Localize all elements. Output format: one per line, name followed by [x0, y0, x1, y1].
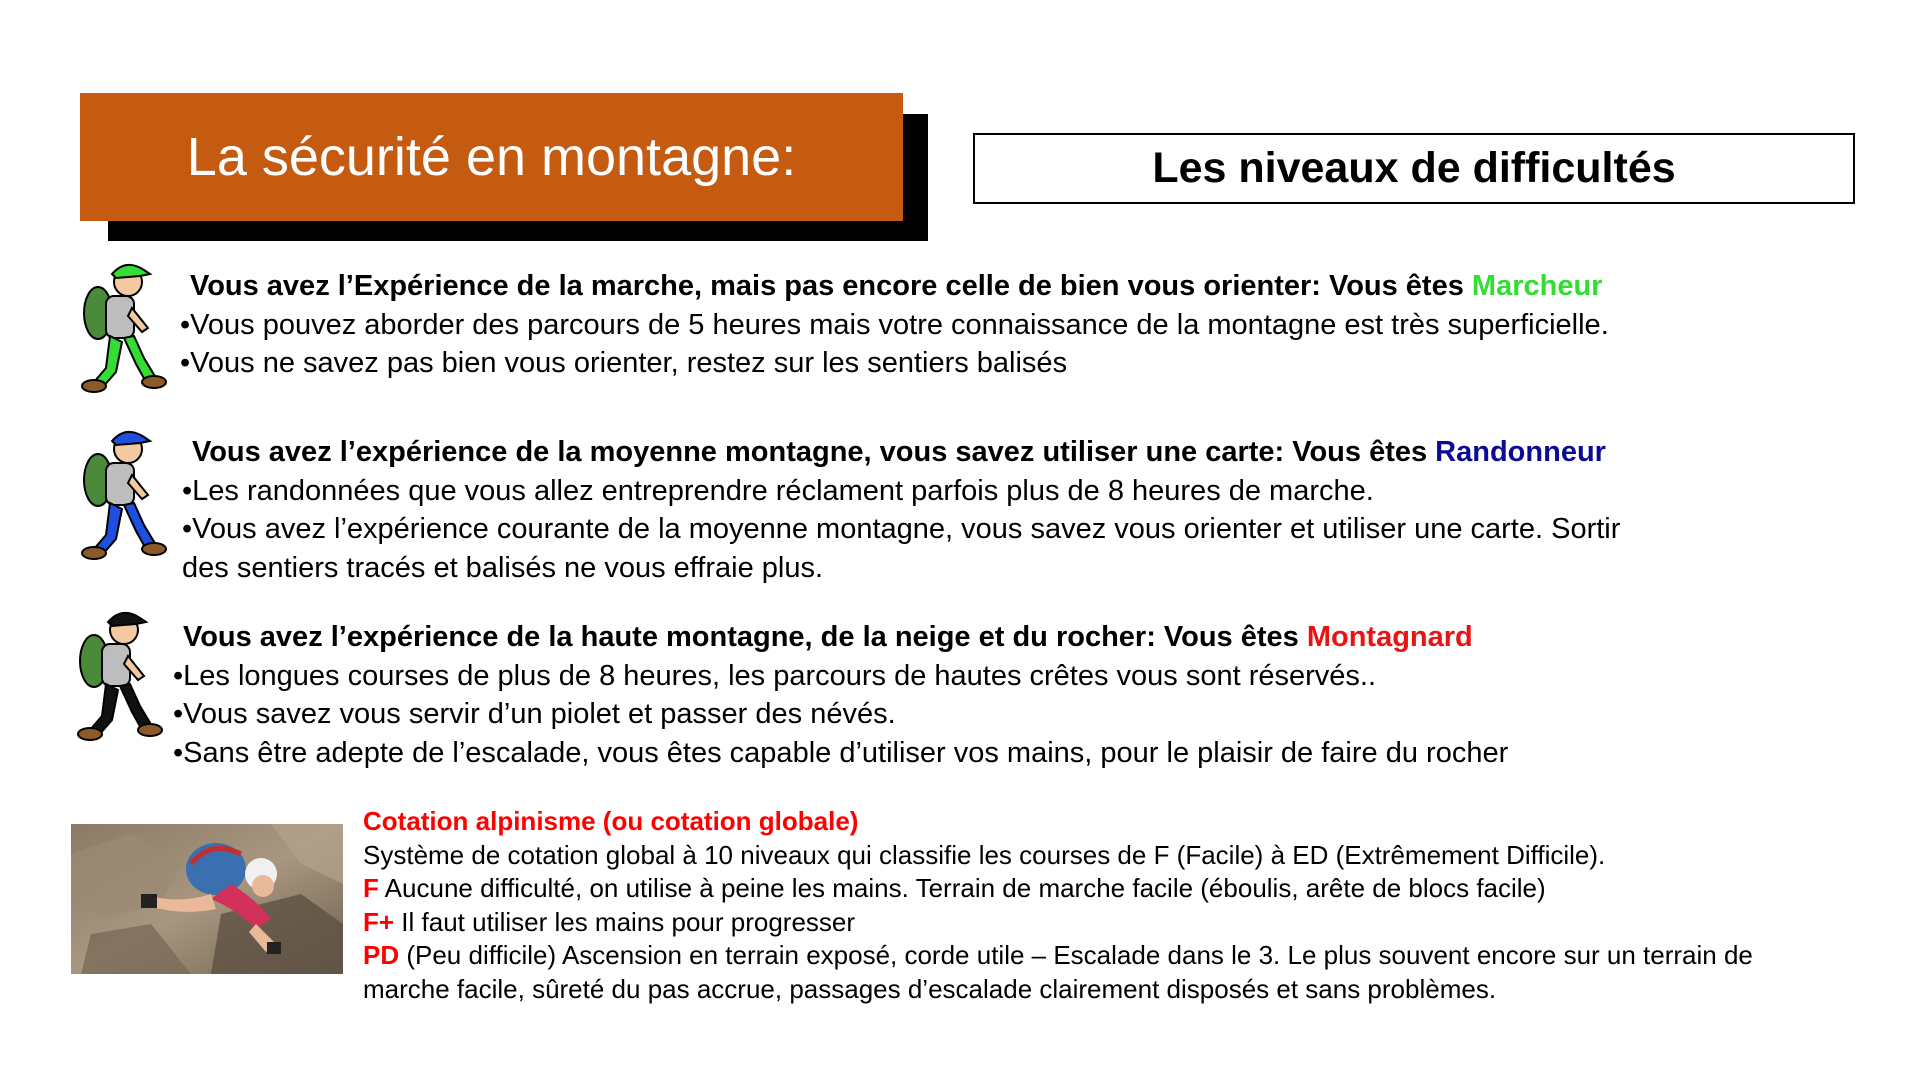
- level-name-montagnard: Montagnard: [1306, 621, 1473, 653]
- level-line: •Sans être adepte de l’escalade, vous êtes capable d’utiliser vos mains, pour le plaisir de faire du rocher: [173, 736, 1509, 769]
- grade-pd-cont: marche facile, sûreté du pas accrue, passages d’escalade clairement disposés et sans problèmes.: [363, 973, 1497, 1004]
- grade-pd: [363, 939, 1753, 973]
- level-name-randonneur: Randonneur: [1435, 436, 1606, 468]
- level-heading: Vous avez l’expérience de la haute montagne, de la neige et du rocher: Vous êtes Montagnard: [183, 621, 1473, 653]
- cotation-title: Cotation alpinisme (ou cotation globale): [363, 806, 859, 836]
- level-heading: Vous avez l’Expérience de la marche, mais pas encore celle de bien vous orienter: Vous êtes Marcheur: [190, 270, 1603, 302]
- level-marcheur: [180, 267, 1609, 383]
- level-line: •Les longues courses de plus de 8 heures, les parcours de hautes crêtes vous sont réservés..: [173, 659, 1377, 692]
- level-line: des sentiers tracés et balisés ne vous effraie plus.: [182, 551, 824, 584]
- cotation-intro: Système de cotation global à 10 niveaux qui classifie les courses de F (Facile) à ED (Extrêmement Difficile).: [363, 839, 1606, 870]
- climber-photo: [71, 824, 343, 974]
- grade-code: PD: [363, 940, 400, 970]
- page-title: La sécurité en montagne:: [186, 127, 797, 187]
- level-montagnard: [173, 618, 1508, 772]
- level-name-marcheur: Marcheur: [1471, 270, 1603, 302]
- level-line: •Vous ne savez pas bien vous orienter, restez sur les sentiers balisés: [180, 347, 1068, 379]
- level-randonneur: [182, 433, 1620, 587]
- grade-f-plus: [363, 906, 1753, 940]
- hiker-green-icon: [76, 258, 168, 400]
- cotation-section: [363, 805, 1753, 1006]
- hiker-black-icon: [72, 606, 164, 748]
- level-heading: Vous avez l’expérience de la moyenne montagne, vous savez utiliser une carte: Vous êtes Randonneur: [192, 436, 1606, 468]
- grade-f: [363, 872, 1753, 906]
- page-subtitle: Les niveaux de difficultés: [1152, 144, 1676, 192]
- level-line: •Vous pouvez aborder des parcours de 5 heures mais votre connaissance de la montagne est très superficielle.: [180, 308, 1609, 341]
- level-line: •Vous savez vous servir d’un piolet et passer des névés.: [173, 698, 896, 730]
- grade-text: (Peu difficile) Ascension en terrain exposé, corde utile – Escalade dans le 3. Le plus souvent encore sur un terrain de: [399, 940, 1753, 970]
- subtitle-box: [973, 133, 1855, 204]
- grade-text: Aucune difficulté, on utilise à peine les mains. Terrain de marche facile (éboulis, arête de blocs facile): [378, 873, 1546, 903]
- grade-text: Il faut utiliser les mains pour progresser: [394, 906, 856, 937]
- hiker-blue-icon: [76, 425, 168, 567]
- title-banner: [80, 93, 903, 221]
- grade-code: F+: [363, 906, 395, 937]
- level-line: •Vous avez l’expérience courante de la moyenne montagne, vous savez vous orienter et utiliser une carte. Sortir: [182, 513, 1621, 545]
- level-line: •Les randonnées que vous allez entreprendre réclament parfois plus de 8 heures de marche.: [182, 474, 1374, 507]
- grade-code: F: [363, 873, 379, 903]
